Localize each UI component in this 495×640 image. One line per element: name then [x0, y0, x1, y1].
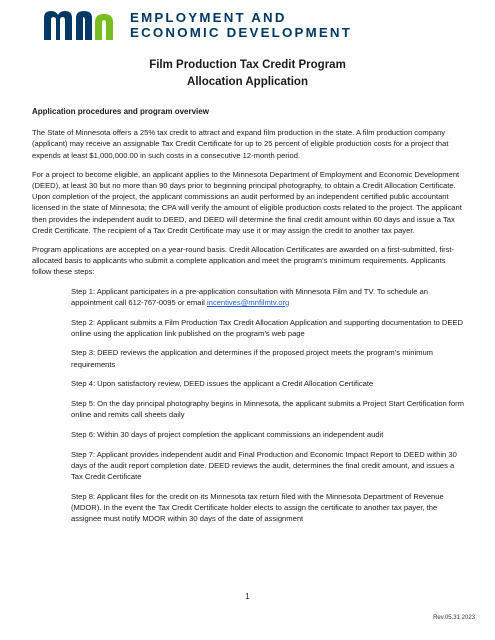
step-5: Step 5: On the day principal photography begins in Minnesota, the applicant submits a Project Start Certification form online and remits call sheets daily	[71, 399, 464, 420]
document-title	[0, 57, 495, 91]
step-6: Step 6: Within 30 days of project completion the applicant commissions an independent audit	[71, 429, 384, 439]
deed-logo	[42, 8, 352, 42]
title-line2: Allocation Application	[187, 76, 308, 88]
step-7: Step 7: Applicant provides independent audit and Final Production and Economic Impact Report to DEED within 30 days of the audit report completion date. DEED reviews the audit, determines the final credit amount, and issues a Tax Credit Certificate	[71, 449, 457, 482]
eligibility-paragraph: For a project to become eligible, an applicant applies to the Minnesota Department of Employment and Economic Development (DEED), at least 30 but no more than 90 days prior to beginning principal photography, to obtain a Credit Allocation Certificate. Upon completion of the project, the applicant commissions an audit performed by an independent certified public accountant licensed in the state of Minnesota; the CPA will verify the amount of eligible production costs related to the project. The applicant then provides the independent audit to DEED, and DEED will determine the final credit amount within 60 days and issue a Tax Credit Certificate. The recipient of a Tax Credit Certificate may use it or may assign the credit to another tax payer.	[32, 169, 462, 235]
revision-date: Rev.05.31.2023	[433, 615, 475, 621]
overview-paragraph: The State of Minnesota offers a 25% tax credit to attract and expand film production in the state. A film production company (applicant) may receive an assignable Tax Credit Certificate for up to 25 percent of eligible production costs for a project that expends at least $1,000,000.00 in such costs in a consecutive 12-month period.	[32, 128, 449, 160]
mn-logo-mark	[42, 8, 122, 42]
organization-name-line2: ECONOMIC DEVELOPMENT	[130, 25, 353, 40]
step-2: Step 2: Applicant submits a Film Production Tax Credit Allocation Application and supporting documentation to DEED online using the application link published on the program’s web page	[71, 317, 463, 338]
email-link[interactable]: incentives@mnfilmtv.org	[206, 297, 290, 307]
steps-list	[71, 286, 464, 525]
page-number: 1	[245, 592, 250, 601]
section-heading: Application procedures and program overview	[32, 107, 209, 116]
step-1-text: Step 1: Applicant participates in a pre-application consultation with Minnesota Film and TV. To schedule an appointment call 612-767-0095 or email	[71, 286, 428, 307]
organization-name-line1: EMPLOYMENT AND	[130, 10, 287, 25]
step-4: Step 4: Upon satisfactory review, DEED issues the applicant a Credit Allocation Certificate	[71, 379, 374, 389]
step-8: Step 8: Applicant files for the credit on its Minnesota tax return filed with the Minnesota Department of Revenue (MDOR). In the event the Tax Credit Certificate holder elects to assign the certificate to another tax payer, the assignee must notify MDOR within 30 days of the date of assignment	[71, 491, 444, 524]
step-3: Step 3: DEED reviews the application and determines if the proposed project meets the program’s minimum requirements	[71, 348, 434, 369]
document-body	[32, 106, 464, 533]
applications-paragraph: Program applications are accepted on a year-round basis. Credit Allocation Certificates are awarded on a first-submitted, first-allocated basis to applicants who submit a complete application and meet the program’s minimum requirements. Applicants follow these steps:	[32, 245, 455, 277]
organization-name	[130, 10, 352, 40]
title-line1: Film Production Tax Credit Program	[149, 59, 346, 71]
step-1	[71, 286, 464, 308]
